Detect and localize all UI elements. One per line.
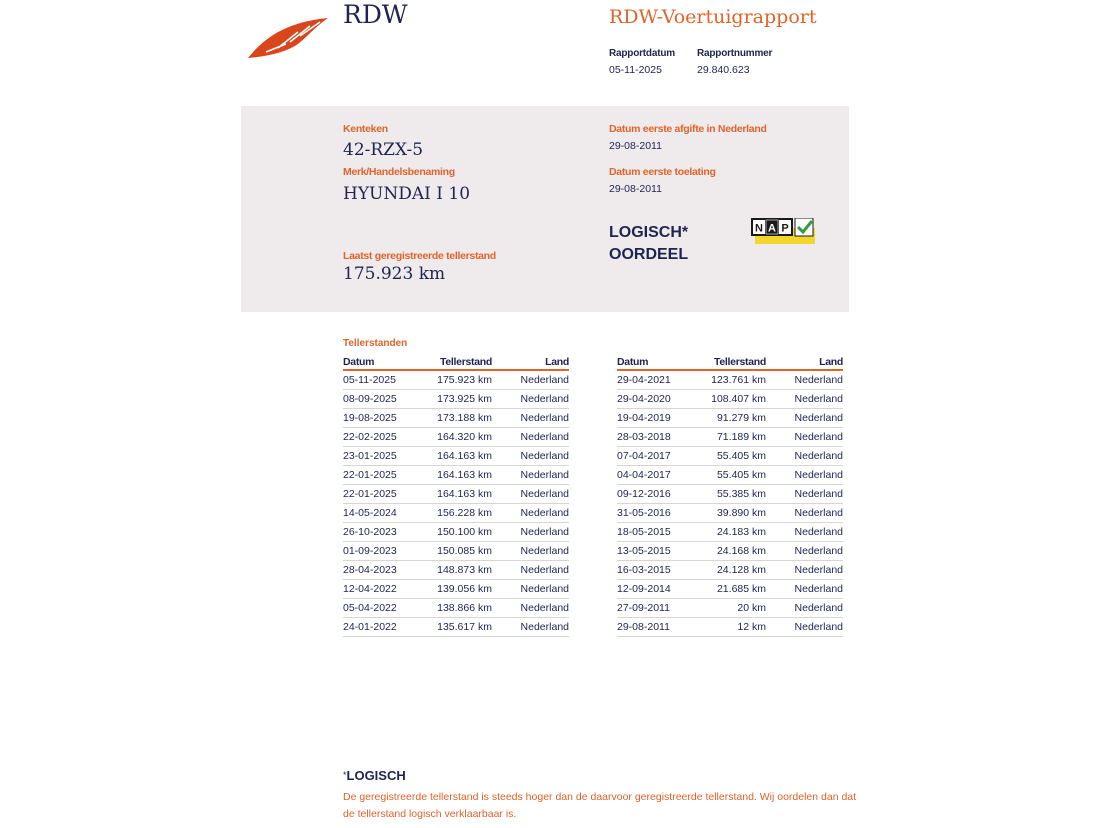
cell-date: 29-04-2021 [617, 370, 699, 390]
cell-country: Nederland [766, 466, 843, 485]
cell-odometer: 55.405 km [699, 447, 766, 466]
cell-date: 26-10-2023 [343, 523, 425, 542]
readings-title: Tellerstanden [343, 338, 408, 349]
table-row [617, 523, 843, 542]
cell-country: Nederland [492, 370, 569, 390]
header-country: Land [492, 355, 569, 370]
footnote-text: De geregistreerde tellerstand is steeds hoger dan de daarvoor geregistreerde tellerstand. Wij oordelen dan dat de tellerstand logisch verklaarbaar is. [343, 791, 857, 820]
cell-date: 28-04-2023 [343, 561, 425, 580]
table-row [343, 523, 569, 542]
cell-country: Nederland [766, 599, 843, 618]
table-row [343, 409, 569, 428]
cell-country: Nederland [492, 561, 569, 580]
cell-odometer: 123.761 km [699, 370, 766, 390]
table-row [343, 485, 569, 504]
report-number-label: Rapportnummer [697, 48, 773, 59]
cell-odometer: 173.925 km [425, 390, 492, 409]
cell-odometer: 20 km [699, 599, 766, 618]
nap-letter-p: P [781, 222, 789, 235]
cell-date: 29-08-2011 [617, 618, 699, 637]
cell-odometer: 156.228 km [425, 504, 492, 523]
table-row [617, 447, 843, 466]
table-row [343, 504, 569, 523]
cell-odometer: 55.385 km [699, 485, 766, 504]
cell-country: Nederland [766, 370, 843, 390]
cell-date: 19-08-2025 [343, 409, 425, 428]
cell-date: 16-03-2015 [617, 561, 699, 580]
cell-country: Nederland [766, 580, 843, 599]
cell-odometer: 164.163 km [425, 485, 492, 504]
table-header-row [343, 355, 569, 370]
cell-odometer: 164.163 km [425, 447, 492, 466]
table-row [617, 504, 843, 523]
plate-label: Kenteken [343, 123, 388, 135]
table-row [343, 390, 569, 409]
cell-date: 09-12-2016 [617, 485, 699, 504]
cell-country: Nederland [492, 447, 569, 466]
table-row [617, 466, 843, 485]
table-row [343, 561, 569, 580]
readings-table-left [343, 355, 569, 637]
cell-country: Nederland [492, 485, 569, 504]
cell-date: 07-04-2017 [617, 447, 699, 466]
cell-country: Nederland [766, 447, 843, 466]
cell-date: 12-09-2014 [617, 580, 699, 599]
first-admission-value: 29-08-2011 [609, 183, 662, 195]
cell-odometer: 39.890 km [699, 504, 766, 523]
table-row [343, 542, 569, 561]
cell-odometer: 175.923 km [425, 370, 492, 390]
first-issue-label: Datum eerste afgifte in Nederland [609, 123, 767, 135]
cell-country: Nederland [492, 523, 569, 542]
make-label: Merk/Handelsbenaming [343, 166, 455, 178]
plate-value: 42-RZX-5 [343, 140, 424, 160]
rdw-feather-logo [246, 14, 330, 60]
cell-odometer: 139.056 km [425, 580, 492, 599]
table-row [343, 599, 569, 618]
table-row [617, 561, 843, 580]
report-title: RDW-Voertuigrapport [609, 6, 817, 28]
cell-date: 19-04-2019 [617, 409, 699, 428]
table-row [617, 485, 843, 504]
table-row [343, 618, 569, 637]
brand-name: RDW [343, 0, 408, 29]
table-row [343, 370, 569, 390]
cell-date: 08-09-2025 [343, 390, 425, 409]
table-row [617, 542, 843, 561]
odometer-value: 175.923 km [343, 264, 446, 284]
cell-date: 22-02-2025 [343, 428, 425, 447]
cell-date: 24-01-2022 [343, 618, 425, 637]
nap-letter-a: A [768, 222, 776, 235]
footnote-title-text: LOGISCH [346, 768, 406, 783]
table-row [617, 390, 843, 409]
cell-date: 18-05-2015 [617, 523, 699, 542]
table-row [343, 466, 569, 485]
cell-country: Nederland [492, 390, 569, 409]
table-row [617, 580, 843, 599]
cell-country: Nederland [492, 580, 569, 599]
table-row [617, 409, 843, 428]
cell-country: Nederland [766, 504, 843, 523]
cell-date: 05-11-2025 [343, 370, 425, 390]
cell-date: 31-05-2016 [617, 504, 699, 523]
panel-corner-decoration [241, 297, 301, 317]
cell-country: Nederland [492, 542, 569, 561]
cell-date: 05-04-2022 [343, 599, 425, 618]
cell-country: Nederland [492, 409, 569, 428]
header-country: Land [766, 355, 843, 370]
cell-odometer: 135.617 km [425, 618, 492, 637]
cell-odometer: 173.188 km [425, 409, 492, 428]
cell-date: 04-04-2017 [617, 466, 699, 485]
cell-country: Nederland [492, 466, 569, 485]
table-row [617, 599, 843, 618]
cell-country: Nederland [766, 409, 843, 428]
cell-odometer: 24.183 km [699, 523, 766, 542]
footnote-asterisk: * [343, 770, 347, 780]
cell-odometer: 71.189 km [699, 428, 766, 447]
cell-date: 22-01-2025 [343, 466, 425, 485]
cell-odometer: 12 km [699, 618, 766, 637]
cell-odometer: 148.873 km [425, 561, 492, 580]
table-header-row [617, 355, 843, 370]
make-value: HYUNDAI I 10 [343, 184, 471, 204]
cell-odometer: 150.085 km [425, 542, 492, 561]
cell-country: Nederland [766, 485, 843, 504]
cell-odometer: 24.128 km [699, 561, 766, 580]
verdict-line-2: OORDEEL [609, 246, 689, 263]
first-admission-label: Datum eerste toelating [609, 166, 716, 178]
cell-date: 13-05-2015 [617, 542, 699, 561]
header-odometer: Tellerstand [699, 355, 766, 370]
vehicle-panel [241, 106, 849, 312]
table-row [343, 580, 569, 599]
first-issue-value: 29-08-2011 [609, 140, 662, 152]
cell-odometer: 108.407 km [699, 390, 766, 409]
readings-table-right [617, 355, 843, 637]
report-date-value: 05-11-2025 [609, 64, 662, 76]
cell-date: 23-01-2025 [343, 447, 425, 466]
cell-country: Nederland [766, 542, 843, 561]
cell-country: Nederland [492, 599, 569, 618]
cell-date: 12-04-2022 [343, 580, 425, 599]
cell-odometer: 138.866 km [425, 599, 492, 618]
cell-country: Nederland [766, 618, 843, 637]
cell-country: Nederland [492, 428, 569, 447]
header-date: Datum [617, 355, 699, 370]
report-number-value: 29.840.623 [697, 64, 750, 76]
cell-country: Nederland [766, 428, 843, 447]
cell-odometer: 55.405 km [699, 466, 766, 485]
table-row [343, 447, 569, 466]
nap-letter-n: N [755, 222, 763, 235]
cell-odometer: 150.100 km [425, 523, 492, 542]
cell-odometer: 164.320 km [425, 428, 492, 447]
cell-odometer: 91.279 km [699, 409, 766, 428]
cell-country: Nederland [492, 504, 569, 523]
table-row [617, 618, 843, 637]
cell-odometer: 21.685 km [699, 580, 766, 599]
cell-date: 27-09-2011 [617, 599, 699, 618]
footnote-title [343, 768, 406, 783]
verdict-line-1: LOGISCH* [609, 224, 689, 241]
table-row [617, 370, 843, 390]
header-date: Datum [343, 355, 425, 370]
header-odometer: Tellerstand [425, 355, 492, 370]
cell-date: 22-01-2025 [343, 485, 425, 504]
cell-country: Nederland [492, 618, 569, 637]
cell-date: 29-04-2020 [617, 390, 699, 409]
table-row [343, 428, 569, 447]
cell-date: 14-05-2024 [343, 504, 425, 523]
cell-odometer: 24.168 km [699, 542, 766, 561]
cell-date: 28-03-2018 [617, 428, 699, 447]
table-row [617, 428, 843, 447]
odometer-label: Laatst geregistreerde tellerstand [343, 250, 496, 262]
cell-country: Nederland [766, 561, 843, 580]
report-date-label: Rapportdatum [609, 48, 675, 59]
cell-country: Nederland [766, 523, 843, 542]
cell-country: Nederland [766, 390, 843, 409]
cell-odometer: 164.163 km [425, 466, 492, 485]
nap-check-icon [751, 218, 815, 244]
cell-date: 01-09-2023 [343, 542, 425, 561]
